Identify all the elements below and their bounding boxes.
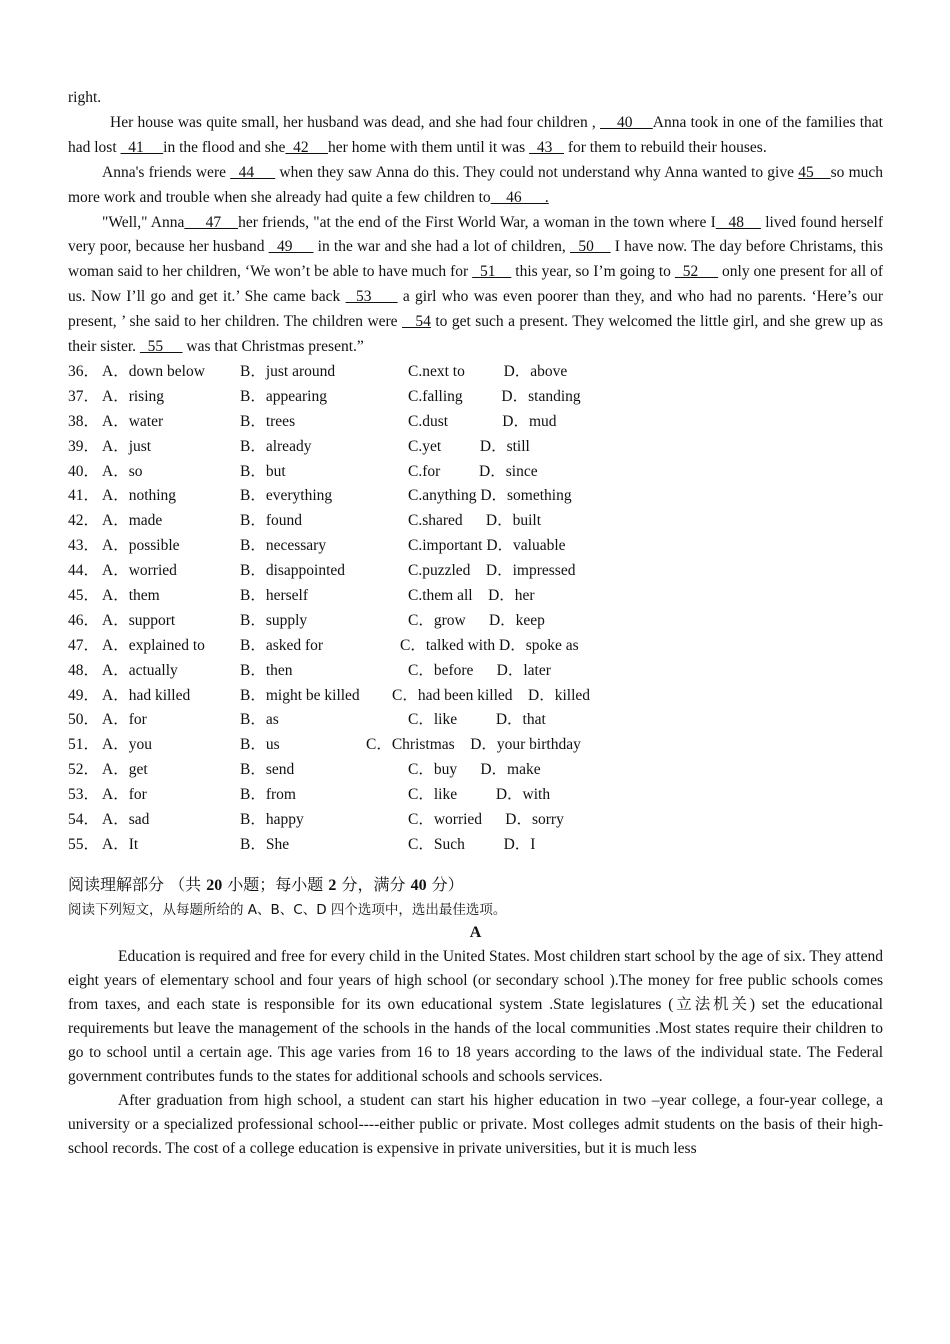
passage-text: lived found herself very poor, because her husband [68, 213, 884, 256]
option-cd: C.falling D．standing [408, 387, 581, 405]
option-row [68, 360, 883, 385]
question-number: 53． [68, 786, 100, 804]
option-row [68, 609, 883, 634]
answer-blank: 54 [402, 313, 431, 331]
option-b: B．send [240, 761, 295, 779]
answer-blank: 53 [345, 288, 398, 306]
option-cd: C．Such D．I [408, 835, 536, 853]
option-b: B．happy [240, 811, 304, 828]
option-cd: C．worried D．sorry [408, 811, 564, 828]
option-cd: C．buy D．make [408, 761, 541, 779]
question-number: 49． [68, 686, 100, 704]
answer-blank: 48 [715, 213, 761, 231]
option-b: B．us [240, 736, 280, 754]
option-a: A．them [102, 586, 160, 604]
option-row [68, 758, 883, 783]
answer-blank: 47 [184, 213, 239, 231]
passage-text: this year, so I’m going to [511, 263, 675, 281]
option-row [68, 833, 883, 858]
answer-blank: 55 [139, 338, 183, 356]
option-a: A．made [102, 512, 163, 530]
option-b: B．from [240, 786, 296, 804]
option-b: B．as [240, 711, 279, 729]
option-row [68, 783, 883, 808]
option-cd: C．before D．later [408, 661, 551, 679]
passage-text: in the flood and she [163, 138, 286, 156]
question-number: 47． [68, 636, 100, 654]
option-b: B．already [240, 437, 312, 455]
passage-text: when they saw Anna do this. They could not understand why Anna wanted to give [275, 163, 799, 181]
answer-blank: 41 [120, 138, 164, 156]
question-number: 55． [68, 835, 100, 853]
option-a: A．so [102, 462, 143, 480]
document-page [68, 86, 883, 1161]
passage-letter: A [469, 923, 482, 941]
passage-text: a girl who was even poorer than they, and who had no parents. ‘Here’s our present, ’ she said to her children. The children were [68, 288, 884, 331]
options-list [68, 360, 883, 858]
option-a: A．It [102, 835, 139, 853]
option-b: B．She [240, 835, 290, 853]
option-a: A．support [102, 611, 176, 629]
option-b: B．disappointed [240, 562, 346, 580]
question-number: 36． [68, 362, 100, 380]
passage-text: was that Christmas present.” [182, 338, 364, 356]
option-row [68, 385, 883, 410]
option-a: A．for [102, 711, 147, 729]
option-a: A．nothing [102, 487, 177, 505]
reading-instructions: 阅读下列短文，从每题所给的 A、B、C、D 四个选项中，选出最佳选项。 [68, 901, 507, 918]
option-cd: C．Christmas D．your birthday [366, 736, 581, 754]
option-b: B．asked for [240, 636, 324, 654]
passage-text: her home with them until it was [328, 138, 530, 156]
answer-blank: 52 [674, 263, 719, 281]
question-number: 51． [68, 736, 100, 754]
option-row [68, 435, 883, 460]
answer-blank: 50 [569, 238, 611, 256]
option-a: A．you [102, 736, 152, 754]
passage-text: I have now. The day before Christams, this woman said to her children, ‘We won’t be able to have much for [68, 238, 883, 281]
option-cd: C．had been killed D．killed [392, 686, 591, 704]
passage-a-paragraph-2: After graduation from high school, a student can start his higher education in two –year college, a four-year college, a university or a specialized professional school----either public or private. Most colleges admit students on the basis of their high-school records. The cost of a college education is expensive in private universities, but it is much less [68, 1091, 883, 1157]
option-cd: C．grow D．keep [408, 611, 545, 629]
passage-paragraph-3 [68, 211, 883, 360]
option-a: A．water [102, 412, 164, 430]
option-b: B．trees [240, 412, 296, 430]
option-cd: C．like D．with [408, 786, 551, 804]
option-b: B．then [240, 661, 293, 679]
question-number: 44． [68, 562, 100, 580]
option-cd: C．talked with D．spoke as [400, 636, 579, 654]
option-cd: C.puzzled D．impressed [408, 562, 576, 580]
passage-paragraph-2 [68, 161, 883, 211]
option-b: B．just around [240, 362, 336, 380]
answer-blank: 45 [798, 163, 831, 181]
passage-paragraph-1 [68, 111, 883, 161]
option-row [68, 559, 883, 584]
option-b: B．might be killed [240, 686, 360, 704]
option-row [68, 733, 883, 758]
question-number: 48． [68, 661, 100, 679]
passage-paragraph-0: right. [68, 89, 102, 106]
option-cd: C.dust D．mud [408, 412, 557, 430]
question-number: 45． [68, 586, 100, 604]
option-cd: C.anything D．something [408, 487, 572, 505]
option-a: A．for [102, 786, 147, 804]
passage-text: for them to rebuild their houses. [563, 138, 767, 156]
reading-section-heading: 阅读理解部分 （共 20 小题；每小题 2 分，满分 40 分） [68, 874, 464, 894]
option-row [68, 684, 883, 709]
option-a: A．possible [102, 537, 180, 555]
answer-blank: 44 [230, 163, 276, 181]
option-row [68, 534, 883, 559]
option-a: A．actually [102, 661, 178, 679]
option-row [68, 659, 883, 684]
passage-text: Anna's friends were [102, 163, 231, 181]
option-b: B．necessary [240, 537, 327, 555]
option-a: A．just [102, 437, 152, 455]
option-a: A．down below [102, 362, 205, 380]
option-row [68, 410, 883, 435]
option-row [68, 808, 883, 833]
option-a: A．explained to [102, 636, 205, 654]
option-b: B．but [240, 462, 286, 480]
option-cd: C.important D．valuable [408, 537, 566, 555]
option-cd: C.next to D．above [408, 362, 568, 380]
passage-text: in the war and she had a lot of children, [313, 238, 570, 256]
option-b: B．herself [240, 586, 309, 604]
answer-blank: 49 [268, 238, 314, 256]
option-cd: C.them all D．her [408, 586, 535, 604]
question-number: 39． [68, 437, 100, 455]
answer-blank: 46 . [490, 188, 549, 206]
question-number: 52． [68, 761, 100, 779]
option-cd: C.for D．since [408, 462, 538, 480]
question-number: 43． [68, 537, 100, 555]
option-b: B．everything [240, 487, 333, 505]
question-number: 38． [68, 412, 100, 430]
option-b: B．supply [240, 611, 308, 629]
option-a: A．worried [102, 562, 177, 580]
option-row [68, 509, 883, 534]
option-row [68, 708, 883, 733]
option-a: A．sad [102, 811, 150, 828]
answer-blank: 42 [285, 138, 329, 156]
question-number: 50． [68, 711, 100, 729]
question-number: 42． [68, 512, 100, 530]
option-cd: C.shared D．built [408, 512, 542, 530]
question-number: 37． [68, 387, 100, 405]
passage-text: so much more work and trouble when she already had quite a few children to [68, 163, 884, 206]
passage-text: to get such a present. They welcomed the little girl, and she grew up as their sister. [68, 313, 884, 356]
passage-a-paragraph-1: Education is required and free for every child in the United States. Most children start school by the age of six. They attend eight years of elementary school and four years of high school (or secondary school ).The money for free public schools comes from taxes, and each state is responsible for its own educational system .State legislatures (立法机关) set the educational requirements but leave the management of the schools in the hands of the local communities .Most states require their children to go to school until a certain age. This age varies from 16 to 18 years according to the laws of the individual state. The Federal government contributes funds to the states for additional schools and schools services. [68, 947, 883, 1085]
option-row [68, 484, 883, 509]
answer-blank: 51 [472, 263, 512, 281]
passage-text: Her house was quite small, her husband was dead, and she had four children , [110, 113, 601, 131]
question-number: 40． [68, 462, 100, 480]
option-b: B．found [240, 512, 303, 530]
answer-blank: 40 [600, 113, 653, 131]
question-number: 46． [68, 611, 100, 629]
option-a: A．rising [102, 387, 165, 405]
option-row [68, 634, 883, 659]
option-row [68, 460, 883, 485]
passage-text: only one present for all of us. Now I’ll go and get it.’ She came back [68, 263, 883, 306]
question-number: 41． [68, 487, 100, 505]
question-number: 54． [68, 811, 100, 828]
passage-text: her friends, "at the end of the First World War, a woman in the town where I [238, 213, 716, 231]
answer-blank: 43 [529, 138, 564, 156]
passage-text: Anna took in one of the families that had lost [68, 113, 883, 156]
option-a: A．get [102, 761, 148, 779]
option-cd: C.yet D．still [408, 437, 530, 455]
option-a: A．had killed [102, 686, 191, 704]
option-cd: C．like D．that [408, 711, 546, 729]
passage-text: "Well," Anna [102, 213, 185, 231]
option-b: B．appearing [240, 387, 327, 405]
option-row [68, 584, 883, 609]
